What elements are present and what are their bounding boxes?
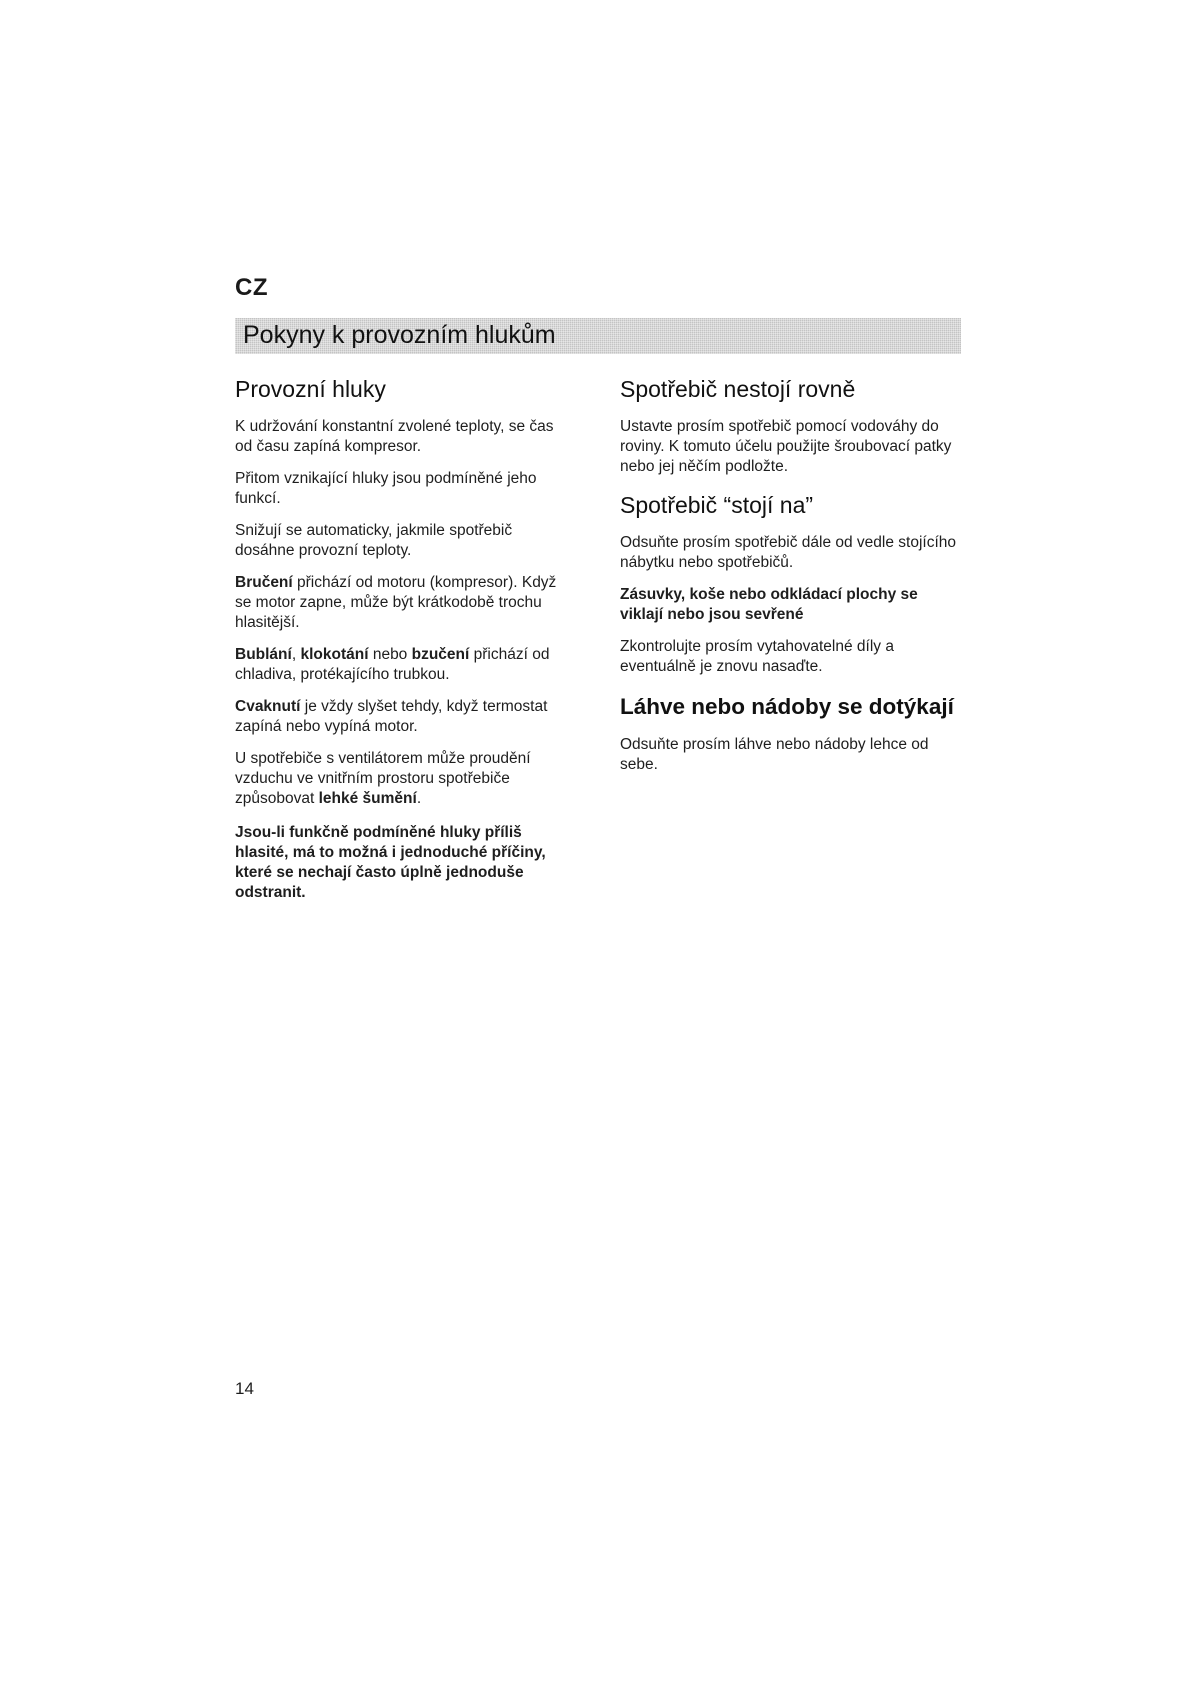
paragraph-humming: Bručení přichází od motoru (kompresor). Když se motor zapne, může být krátkodobě trochu hlasitější. [235, 574, 557, 631]
right-column [620, 373, 965, 787]
paragraph-noise-origin: Přitom vznikající hluky jsou podmíněné jeho funkcí. [235, 470, 537, 507]
paragraph-loud-noises-note: Jsou-li funkčně podmíněné hluky příliš hlasité, má to možná i jednoduché příčiny, které se nechají často úplně jednoduše odstranit. [235, 824, 546, 901]
term-light-rustling: lehké šumění [318, 790, 417, 807]
term-buzzing: bzučení [411, 646, 470, 663]
left-column [235, 373, 565, 915]
paragraph-noise-reduction: Snižují se automaticky, jakmile spotřebič dosáhne provozní teploty. [235, 522, 513, 559]
subheading-drawers: Zásuvky, koše nebo odkládací plochy se viklají nebo jsou sevřené [620, 586, 918, 623]
page-title: Pokyny k provozním hlukům [243, 321, 556, 349]
term-clicking: Cvaknutí [235, 698, 301, 715]
term-humming: Bručení [235, 574, 293, 591]
paragraph-move-bottles: Odsuňte prosím láhve nebo nádoby lehce od sebe. [620, 736, 929, 773]
section-heading-operating-noises: Provozní hluky [235, 376, 386, 402]
section-banner [235, 318, 961, 354]
paragraph-move-appliance: Odsuňte prosím spotřebič dále od vedle stojícího nábytku nebo spotřebičů. [620, 534, 957, 571]
page-number: 14 [235, 1379, 254, 1398]
paragraph-level-appliance: Ustavte prosím spotřebič pomocí vodováhy do roviny. K tomuto účelu použijte šroubovací patky nebo jej něčím podložte. [620, 418, 952, 475]
term-bubbling: Bublání [235, 646, 292, 663]
section-heading-not-level: Spotřebič nestojí rovně [620, 376, 856, 402]
language-code: CZ [235, 274, 268, 301]
paragraph-bubbling: Bublání, klokotání nebo bzučení přichází od chladiva, protékajícího trubkou. [235, 646, 550, 683]
paragraph-compressor: K udržování konstantní zvolené teploty, se čas od času zapíná kompresor. [235, 418, 554, 455]
section-heading-bottles: Láhve nebo nádoby se dotýkají [620, 694, 954, 719]
paragraph-check-parts: Zkontrolujte prosím vytahovatelné díly a eventuálně je znovu nasaďte. [620, 638, 894, 675]
paragraph-clicking: Cvaknutí je vždy slyšet tehdy, když termostat zapíná nebo vypíná motor. [235, 698, 548, 735]
section-heading-touching: Spotřebič “stojí na” [620, 492, 814, 518]
paragraph-fan: U spotřebiče s ventilátorem může proudění vzduchu ve vnitřním prostoru spotřebiče způsobovat lehké šumění. [235, 750, 531, 807]
term-gurgling: klokotání [300, 646, 369, 663]
